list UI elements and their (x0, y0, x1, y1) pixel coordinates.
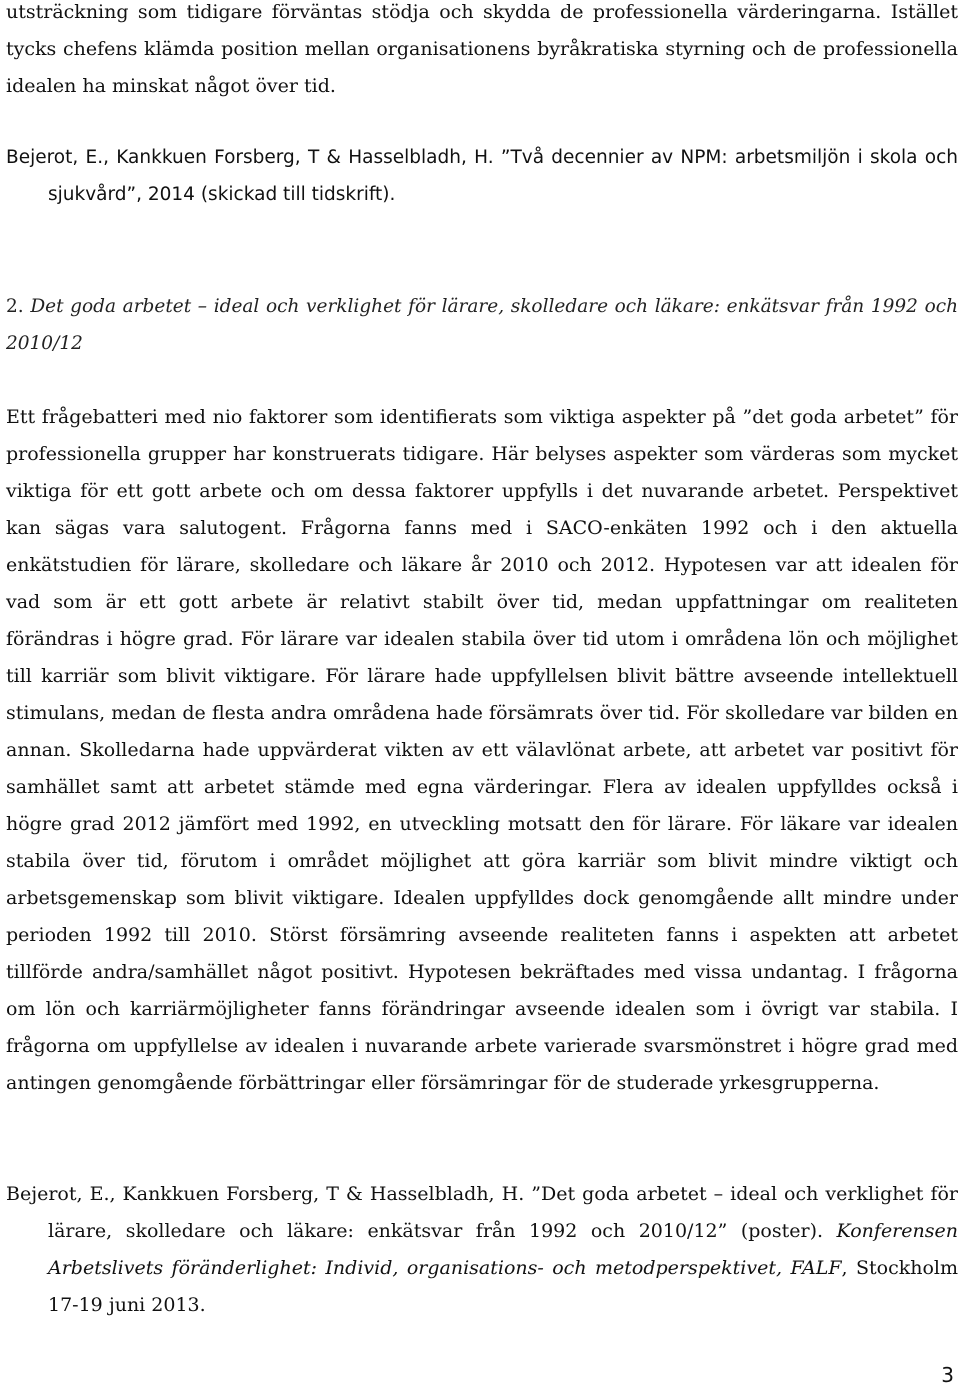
section-2-paragraph: Ett frågebatteri med nio faktorer som identifierats som viktiga aspekter på ”det goda arbetet” för professionella grupper har konstruerats tidigare. Här belyses aspekter som värderas som mycket viktiga för ett gott arbete och om dessa faktorer uppfylls i det nuvarande arbetet. Perspektivet kan sägas vara salutogent. Frågorna fanns med i SACO-enkäten 1992 och i den aktuella enkätstudien för lärare, skolledare och läkare år 2010 och 2012. Hypotesen var att idealen för vad som är ett gott arbete är relativt stabilt över tid, medan uppfattningar om realiteten förändras i högre grad. För lärare var idealen stabila över tid utom i områdena lön och möjlighet till karriär som blivit viktigare. För lärare hade uppfyllelsen blivit bättre avseende intellektuell stimulans, medan de flesta andra områdena hade försämrats över tid. För skolledare var bilden en annan. Skolledarna hade uppvärderat vikten av ett välavlönat arbete, att arbetet var positivt för samhället samt att arbetet stämde med egna värderingar. Flera av idealen uppfylldes också i högre grad 2012 jämfört med 1992, en utveckling motsatt den för lärare. För läkare var idealen stabila över tid, förutom i området möjlighet att göra karriär som blivit mindre viktigt och arbetsgemenskap som blivit viktigare. Idealen uppfylldes dock genomgående allt mindre under perioden 1992 till 2010. Störst försämring avseende realiteten fanns i aspekten att arbetet tillförde andra/samhället något positivt. Hypotesen bekräftades med vissa undantag. I frågorna om lön och karriärmöjligheter fanns förändringar avseende idealen som i övrigt var stabila. I frågorna om uppfyllelse av idealen i nuvarande arbete varierade svarsmönstret i högre grad med antingen genomgående förbättringar eller försämringar för de studerade yrkesgrupperna. (6, 406, 958, 1094)
intro-paragraph: utsträckning som tidigare förväntas stödja och skydda de professionella värderingarna. Istället tycks chefens klämda position mellan organisationens byråkratiska styrning och de professionella idealen ha minskat något över tid. (6, 1, 958, 97)
reference-2-lead: Bejerot, E., Kankkuen Forsberg, T & Hasselbladh, H. ”Det goda arbetet – ideal och verklighet för lärare, skolledare och läkare: enkätsvar från 1992 och 2010/12” (poster). (6, 1183, 958, 1242)
reference-1: Bejerot, E., Kankkuen Forsberg, T & Hasselbladh, H. ”Två decennier av NPM: arbetsmiljön i skola och sjukvård”, 2014 (skickad till tidskrift). (6, 147, 958, 205)
section-2-heading (6, 288, 958, 362)
reference-2-tail: , Stockholm 17-19 juni 2013. (48, 1257, 959, 1316)
page-number: 3 (941, 1363, 954, 1387)
reference-2 (6, 1176, 958, 1324)
section-2-number: 2. (6, 296, 24, 317)
section-2-title: Det goda arbetet – ideal och verklighet för lärare, skolledare och läkare: enkätsvar från 1992 och 2010/12 (6, 296, 958, 354)
reference-2-venue: Konferensen Arbetslivets föränderlighet: Individ, organisations- och metodperspektivet, FALF (48, 1220, 958, 1279)
